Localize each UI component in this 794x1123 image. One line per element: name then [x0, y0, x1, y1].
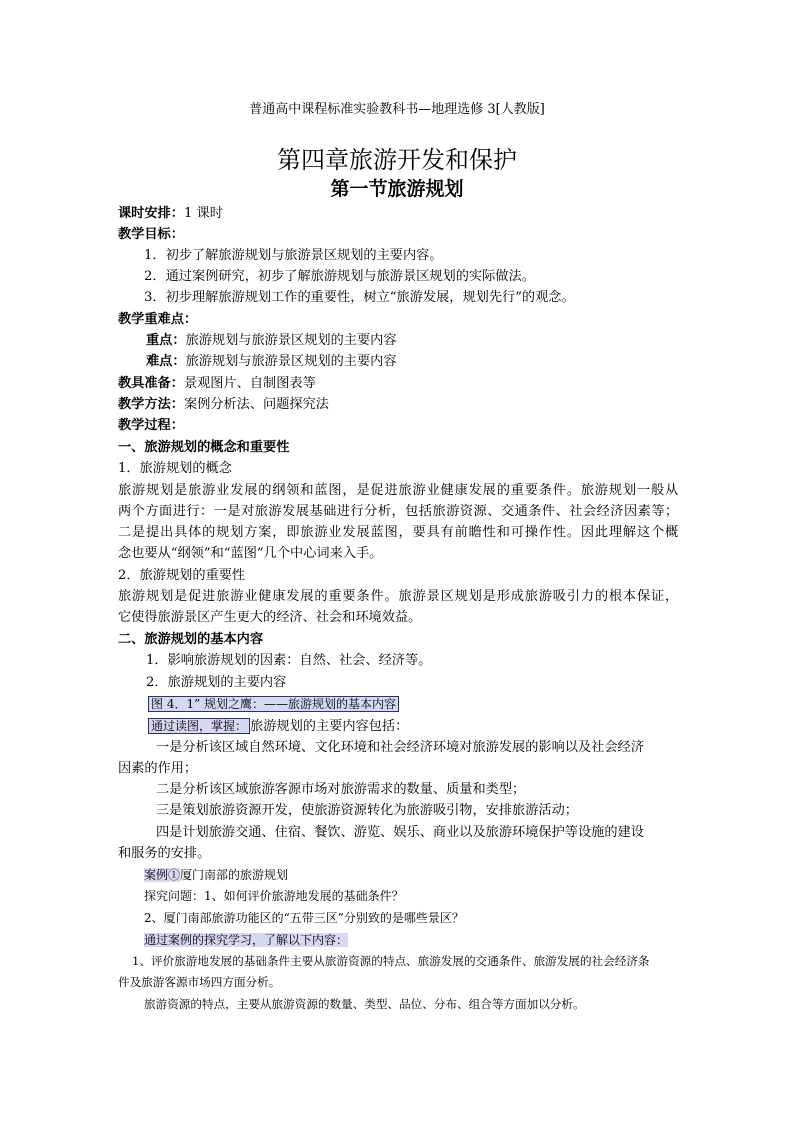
methods-line: [118, 395, 329, 415]
part1-subheading: 2．旅游规划的重要性: [118, 568, 246, 583]
resource-line: 旅游资源的特点，主要从旅游资源的数量、类型、品位、分布、组合等方面加以分析。: [144, 997, 585, 1011]
part1-heading: 一、旅游规划的概念和重要性: [118, 440, 290, 455]
tools-label: 教具准备：: [118, 376, 184, 391]
case-answer-line: 件及旅游客源市场四方面分析。: [118, 975, 281, 989]
objective-item: 3．初步理解旅游规划工作的重要性，树立“旅游发展，规划先行”的观念。: [144, 290, 575, 305]
keypoints-label: 教学重难点：: [118, 312, 198, 327]
methods-value: 案例分析法、问题探究法: [183, 397, 329, 412]
case-study-line: [144, 930, 348, 950]
key-point-line: [146, 331, 397, 351]
case-question: 2、厦门南部旅游功能区的“五带三区”分别致的是哪些景区？: [144, 911, 464, 925]
concept-paragraph-line: 两个方面进行：一是对旅游发展基础进行分析，包括旅游资源、交通条件、社会经济因素等；: [118, 504, 678, 519]
methods-label: 教学方法：: [118, 397, 184, 412]
concept-paragraph-line: 念也要从“纲领”和“蓝图”几个中心词来入手。: [118, 546, 383, 561]
part2-heading: 二、旅游规划的基本内容: [118, 632, 264, 647]
difficult-point-value: 旅游规划与旅游景区规划的主要内容: [185, 354, 397, 369]
content-line: 一是分析该区域自然环境、文化环境和社会经济环境对旅游发展的影响以及社会经济: [156, 740, 644, 755]
importance-paragraph-line: 它使得旅游景区产生更大的经济、社会和环境效益。: [118, 610, 422, 625]
case-title: 厦门南部的旅游规划: [180, 868, 289, 882]
content-line: 二是分析该区域旅游客源市场对旅游需求的数量、质量和类型；: [156, 782, 526, 797]
tools-line: [118, 374, 316, 394]
difficult-point-label: 难点：: [146, 354, 186, 369]
objective-item: 1．初步了解旅游规划与旅游景区规划的主要内容。: [144, 248, 443, 263]
schedule-line: [118, 204, 223, 224]
case-study-label: 通过案例的探究学习，了解以下内容：: [144, 933, 349, 947]
part2-item: 2．旅游规划的主要内容: [146, 675, 287, 690]
content-line: 和服务的安排。: [118, 846, 211, 861]
tools-value: 景观图片、自制图表等: [183, 376, 316, 391]
section-title: 第一节旅游规划: [330, 178, 464, 200]
key-point-label: 重点：: [146, 333, 186, 348]
case-label: 案例①: [144, 868, 181, 882]
figure-reference-text: 图 4．1” 规划之鹰：——旅游规划的基本内容: [148, 696, 399, 712]
read-figure-label: 通过读图，掌握：: [148, 718, 250, 734]
content-line: 三是策划旅游资源开发，使旅游资源转化为旅游吸引物，安排旅游活动；: [156, 803, 578, 818]
read-figure-line: [148, 716, 408, 737]
objectives-label: 教学目标：: [118, 227, 184, 242]
chapter-title: 第四章旅游开发和保护: [277, 146, 517, 174]
content-line: 四是计划旅游交通、住宿、餐饮、游览、娱乐、商业以及旅游环境保护等设施的建设: [156, 825, 644, 840]
key-point-value: 旅游规划与旅游景区规划的主要内容: [185, 333, 397, 348]
process-label: 教学过程：: [118, 418, 184, 433]
schedule-label: 课时安排：: [118, 206, 184, 221]
read-figure-text: 旅游规划的主要内容包括：: [250, 719, 409, 734]
case-line: [144, 865, 288, 885]
content-line: 因素的作用；: [118, 761, 198, 776]
part2-item: 1．影响旅游规划的因素：自然、社会、经济等。: [146, 653, 432, 668]
schedule-value: 1 课时: [183, 206, 223, 221]
concept-paragraph-line: 二是提出具体的规划方案，即旅游业发展蓝图，要具有前瞻性和可操作性。因此理解这个概: [118, 525, 678, 540]
concept-paragraph-line: 旅游规划是旅游业发展的纲领和蓝图，是促进旅游业健康发展的重要条件。旅游规划一般从: [118, 483, 678, 498]
objective-item: 2．通过案例研究，初步了解旅游规划与旅游景区规划的实际做法。: [144, 269, 535, 284]
difficult-point-line: [146, 352, 397, 372]
series-header: 普通高中课程标准实验教科书—地理选修 3[人教版]: [249, 102, 545, 117]
case-question: 探究问题：1、如何评价旅游地发展的基础条件？: [144, 889, 404, 903]
part1-subheading: 1．旅游规划的概念: [118, 461, 232, 476]
case-answer-line: 1、评价旅游地发展的基础条件主要从旅游资源的特点、旅游发展的交通条件、旅游发展的社会经济条: [132, 954, 650, 968]
figure-reference: [148, 694, 399, 714]
importance-paragraph-line: 旅游规划是促进旅游业健康发展的重要条件。旅游景区规划是形成旅游吸引力的根本保证，: [118, 589, 678, 604]
